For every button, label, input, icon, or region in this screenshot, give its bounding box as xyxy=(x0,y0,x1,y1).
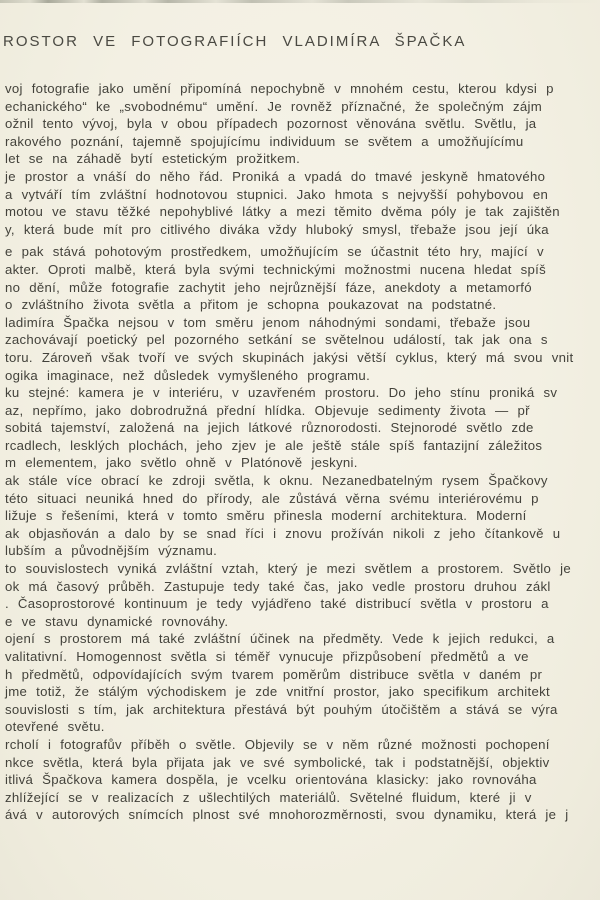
paragraph xyxy=(5,472,600,560)
text-line: zachovávají poetický pel pozorného setkání se světelnou událostí, tak jak ona s xyxy=(5,332,548,348)
text-line: rcholí i fotografův příběh o světle. Objevily se v něm různé možnosti pochopení xyxy=(5,736,550,752)
text-line: . Časoprostorové kontinuum je tedy vyjádřeno také distribucí světla v prostoru a xyxy=(5,596,549,612)
text-line: sobitá tajemství, založená na jejich látkové různorodosti. Stejnorodé světlo zde xyxy=(5,420,534,436)
text-line: e ve stavu dynamické rovnováhy. xyxy=(5,613,229,629)
text-line: ladimíra Špačka nejsou v tom směru jenom náhodnými sondami, třebaže jsou xyxy=(5,314,531,330)
text-line: ližuje s řešeními, která v tomto směru přinesla moderní architektura. Moderní xyxy=(5,508,527,524)
text-line: ožnil tento vývoj, byla v obou případech pozornost věnována světlu. Světlu, ja xyxy=(5,116,537,132)
text-line: ku stejné: kamera je v interiéru, v uzavřeném prostoru. Do jeho stínu proniká sv xyxy=(5,385,558,401)
text-line: ok má časový průběh. Zastupuje tedy také čas, jako vedle prostoru druhou zákl xyxy=(5,578,551,594)
text-line: motou ve stavu těžké nepohyblivé látky a mezi těmito dvěma póly je tak zajištěn xyxy=(5,204,560,220)
text-line: a vytváří tím zvláštní hodnotovou stupnici. Jako hmota s nejvyšší pohybovou en xyxy=(5,186,549,202)
text-line: ak objasňován a dalo by se snad říci i znovu prožíván nikoli z jeho čítankově u xyxy=(5,525,561,541)
text-line: této situaci neuniká hned do přírody, ale zůstává věrna svému interiérovému p xyxy=(5,490,539,506)
text-line: toru. Zároveň však tvoří ve svých skupinách jakýsi větší cyklus, který má svou vnit xyxy=(5,349,574,365)
text-line: otevřené světu. xyxy=(5,719,105,735)
scan-top-edge-artifact xyxy=(0,0,600,3)
paragraph xyxy=(5,384,600,472)
paragraph xyxy=(5,736,600,824)
text-line: m elementem, jako světlo ohně v Platónově jeskyni. xyxy=(5,455,358,471)
text-line: az, nepřímo, jako dobrodružná přední hlídka. Objevuje sedimenty života — př xyxy=(5,402,530,418)
body-text xyxy=(5,80,600,824)
text-line: no dění, může fotografie zachytit jeho nejrůznější fáze, anekdoty a metamorfó xyxy=(5,279,532,295)
paragraph xyxy=(5,630,600,736)
paragraph xyxy=(5,243,600,313)
text-line: ogika imaginace, než důsledek vymyšleného programu. xyxy=(5,367,371,383)
text-line: valitativní. Homogennost světla si téměř vynucuje přizpůsobení předmětů a ve xyxy=(5,649,529,664)
text-line: ak stále více obrací ke zdroji světla, k oknu. Nezanedbatelným rysem Špačkovy xyxy=(5,473,548,489)
text-line: lubším a původnějším významu. xyxy=(5,543,218,559)
text-line: jme totiž, že stálým východiskem je zde vnitřní prostor, jako specifikum architekt xyxy=(5,684,550,700)
paragraph xyxy=(5,80,600,168)
text-line: y, která bude mít pro citlivého diváka vždy hluboký smysl, třebaže jsou její úka xyxy=(5,221,549,237)
text-line: e pak stává pohotovým prostředkem, umožňujícím se účastnit této hry, mající v xyxy=(5,244,544,260)
paragraph xyxy=(5,168,600,238)
page-title: ROSTOR VE FOTOGRAFIÍCH VLADIMÍRA ŠPAČKA xyxy=(3,33,467,50)
text-line: rakového poznání, tajemně spojujícímu individuum se světem a umožňujícímu xyxy=(5,133,524,149)
text-line: ojení s prostorem má také zvláštní účinek na předměty. Vede k jejich redukci, a xyxy=(5,631,555,647)
text-line: echanického“ ke „svobodnému“ umění. Je rovněž příznačné, že společným zájm xyxy=(5,98,543,114)
text-line: ává v autorových snímcích plnost své mnohorozměrnosti, svou dynamiku, která je j xyxy=(5,807,569,823)
paragraph xyxy=(5,314,600,384)
text-line: je prostor a vnáší do něho řád. Proniká a vpadá do tmavé jeskyně hmatového xyxy=(5,168,546,184)
text-line: to souvislostech vyniká zvláštní vztah, který je mezi světlem a prostorem. Světlo je xyxy=(5,561,571,577)
text-line: zhlížející se v realizacích z ušlechtilých materiálů. Světelné fluidum, které ji v xyxy=(5,789,532,805)
text-line: let se na záhadě bytí estetickým prožitkem. xyxy=(5,151,301,167)
text-line: o zvláštního života světla a přitom je schopna poukazovat na podstatné. xyxy=(5,297,497,313)
text-line: akter. Oproti malbě, která byla svými technickými možnostmi nucena hledat spíš xyxy=(5,261,547,277)
paragraph xyxy=(5,560,600,630)
text-line: nkce světla, která byla přijata jak ve své symbolické, tak i podstatnější, objektiv xyxy=(5,754,550,770)
text-line: itlivá Špačkova kamera dospěla, je vcelku orientována klasicky: jako rovnováha xyxy=(5,772,537,788)
text-line: voj fotografie jako umění připomíná nepochybně v mnohém cestu, kterou kdysi p xyxy=(5,81,554,96)
text-line: souvislosti s tím, jak architektura přestává být pouhým útočištěm a stává se výra xyxy=(5,701,558,717)
text-line: h předmětů, odpovídajících svým tvarem poměrům distribuce světla v daném pr xyxy=(5,666,543,682)
text-line: rcadlech, lesklých plochách, jeho zjev je ale ještě stále spíš fantazijní záležitos xyxy=(5,437,543,453)
